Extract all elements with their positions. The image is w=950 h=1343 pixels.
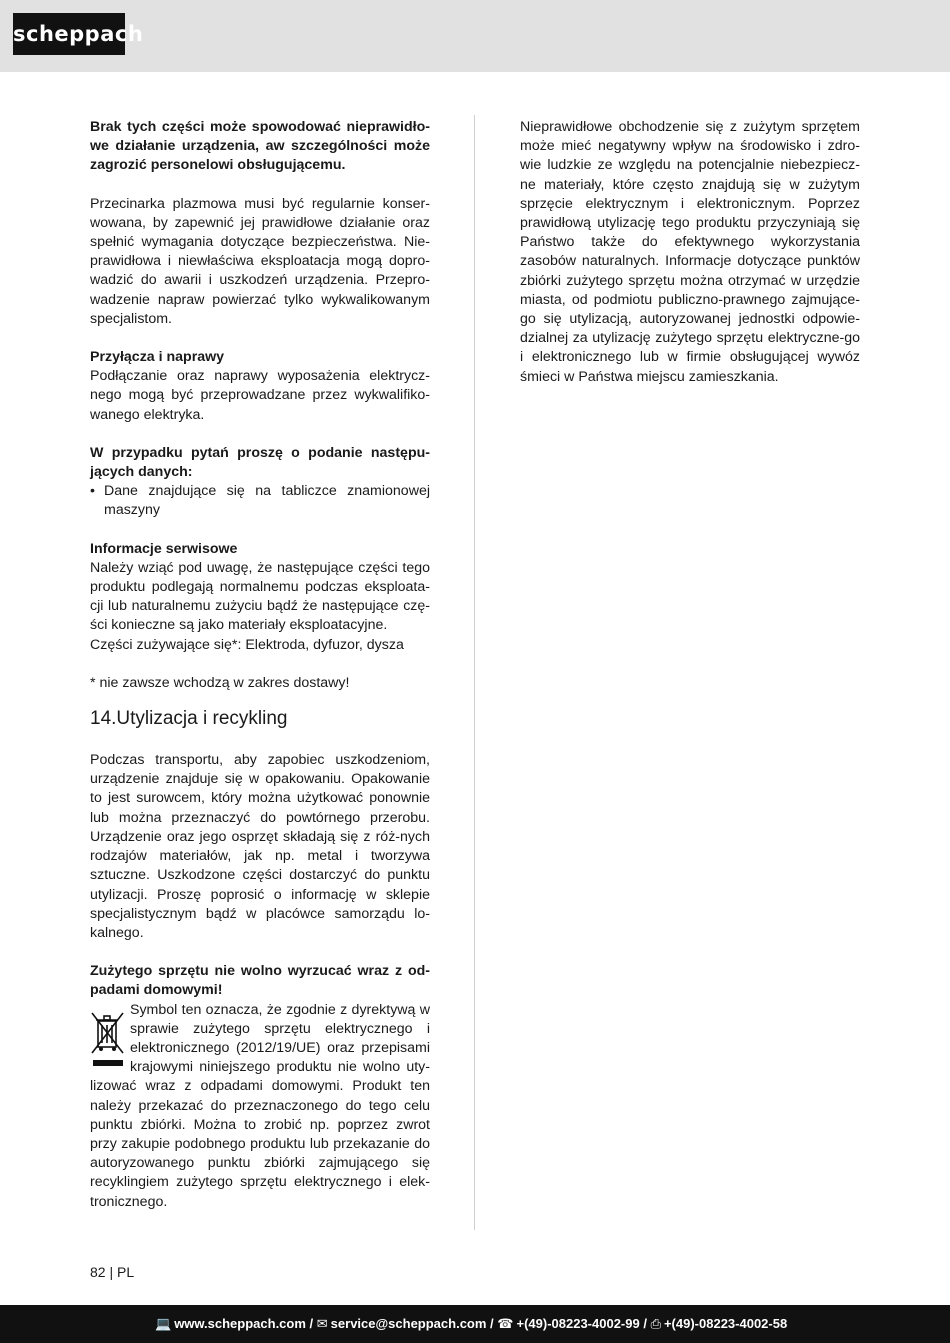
bullet-icon: •	[90, 483, 95, 500]
footer-fax: +(49)-08223-4002-58	[663, 1316, 788, 1331]
crossed-bin-icon	[90, 1009, 126, 1069]
page-header	[0, 0, 950, 72]
page-number-value: 82	[90, 1264, 106, 1280]
footer-website[interactable]: www.scheppach.com /	[174, 1316, 314, 1331]
section-heading	[90, 707, 430, 731]
service-title: Informacje serwisowe	[90, 540, 238, 557]
brand-logo: scheppach	[13, 13, 125, 55]
section-number: 14.	[90, 708, 117, 730]
left-column	[90, 118, 430, 1212]
disposal-paragraph: Nieprawidłowe obchodzenie się z zużytym sprzętem może mieć negatywny wpływ na środowisko i zdro-wie ludzkie ze względu na potencjalnie niebezpiecz-ne materiały, które często znajdują się w zużytym sprzęcie elektrycznym i elektronicznym. Poprzez prawidłową utylizację tego produktu przyczyniają się Państwo także do efektywnego wykorzystania zasobów naturalnych. Informacje dotyczące punktów zbiórki zużytego sprzętu można otrzymać w urzędzie miasta, od podmiotu publiczno-prawnego zajmujące-go się utylizacją, autoryzowanej jednostki odpowie-dzialnej za utylizację zużytego sprzętu elektryczne-go i elektronicznego lub w firmie obsługującej wywóz śmieci w Państwa miejscu zamieszkania.	[520, 119, 860, 385]
column-divider	[474, 115, 475, 1230]
footnote: * nie zawsze wchodzą w zakres dostawy!	[90, 674, 350, 691]
questions-bullet-text: Dane znajdujące się na tabliczce znamionowej maszyny	[104, 483, 430, 519]
telephone-icon: ☎	[497, 1316, 514, 1331]
envelope-icon: ✉	[316, 1316, 328, 1331]
waste-title: Zużytego sprzętu nie wolno wyrzucać wraz z od-padami domowymi!	[90, 963, 430, 999]
service-text: Należy wziąć pod uwagę, że następujące części tego produktu podlegają normalnemu podczas eksploata-cji lub naturalnemu zużyciu bądź że następujące czę-ści konieczne są jako materiały eksploatacyjne.	[90, 559, 430, 634]
page-separator: |	[109, 1264, 114, 1280]
page-footer	[0, 1305, 950, 1343]
footer-email[interactable]: service@scheppach.com /	[330, 1316, 494, 1331]
page-number	[90, 1264, 134, 1280]
connections-title: Przyłącza i naprawy	[90, 349, 225, 366]
transport-paragraph: Podczas transportu, aby zapobiec uszkodzeniom, urządzenie znajduje się w opakowaniu. Opakowanie to jest surowcem, który można użytkować ponownie lub można przeznaczyć do powtórnego przerobu. Urządzenie oraz jego osprzęt składają się z róż-nych rodzajów materiałów, jak np. metal i tworzywa sztuczne. Uszkodzone części dostarczyć do punktu utylizacji. Proszę poprosić o informację w sklepie specjalistycznym bądź w placówce samorządu lo-kalnego.	[90, 752, 430, 941]
list-item	[90, 482, 430, 520]
questions-title: W przypadku pytań proszę o podanie następu-jących danych:	[90, 444, 430, 481]
right-column	[520, 118, 860, 387]
waste-text: Symbol ten oznacza, że zgodnie z dyrektywą w sprawie zużytego sprzętu elektrycznego i elektronicznego (2012/19/UE) oraz przepisami krajowymi niniejszego produktu nie wolno uty-lizować wraz z odpadami domowymi. Produkt ten należy przekazać do przeznaczonego do tego celu punktu zbiórki. Można to zrobić np. poprzez zwrot przy zakupie podobnego produktu lub przekazanie do autoryzowanego punktu zbiórki zajmującego się recyklingiem zużytego sprzętu elektrycznego i elek-tronicznego.	[90, 1001, 430, 1210]
footer-phone: +(49)-08223-4002-99 /	[516, 1316, 647, 1331]
connections-text: Podłączanie oraz naprawy wyposażenia elektrycz-nego mogą być przeprowadzane przez wykwalifiko-wanego elektryka.	[90, 368, 430, 423]
computer-icon: 💻	[155, 1316, 172, 1331]
page-language: PL	[117, 1264, 135, 1280]
section-title: Utylizacja i recykling	[116, 708, 288, 730]
wear-parts-text: Części zużywające się*: Elektroda, dyfuzor, dysza	[90, 636, 404, 653]
waste-block	[90, 1001, 430, 1212]
warning-paragraph: Brak tych części może spowodować nieprawidło-we działanie urządzenia, aw szczególności może zagrozić personelowi obsługującemu.	[90, 119, 430, 174]
maintenance-paragraph: Przecinarka plazmowa musi być regularnie konser-wowana, by zapewnić jej prawidłowe działanie oraz spełnić wymagania dotyczące bezpieczeństwa. Nie-prawidłowa i niewłaściwa eksploatacja mogą dopro-wadzić do awarii i uszkodzeń urządzenia. Przepro-wadzenie napraw powierzać tylko wykwalikowanym specjalistom.	[90, 195, 430, 327]
fax-icon: ⎙	[650, 1316, 661, 1331]
